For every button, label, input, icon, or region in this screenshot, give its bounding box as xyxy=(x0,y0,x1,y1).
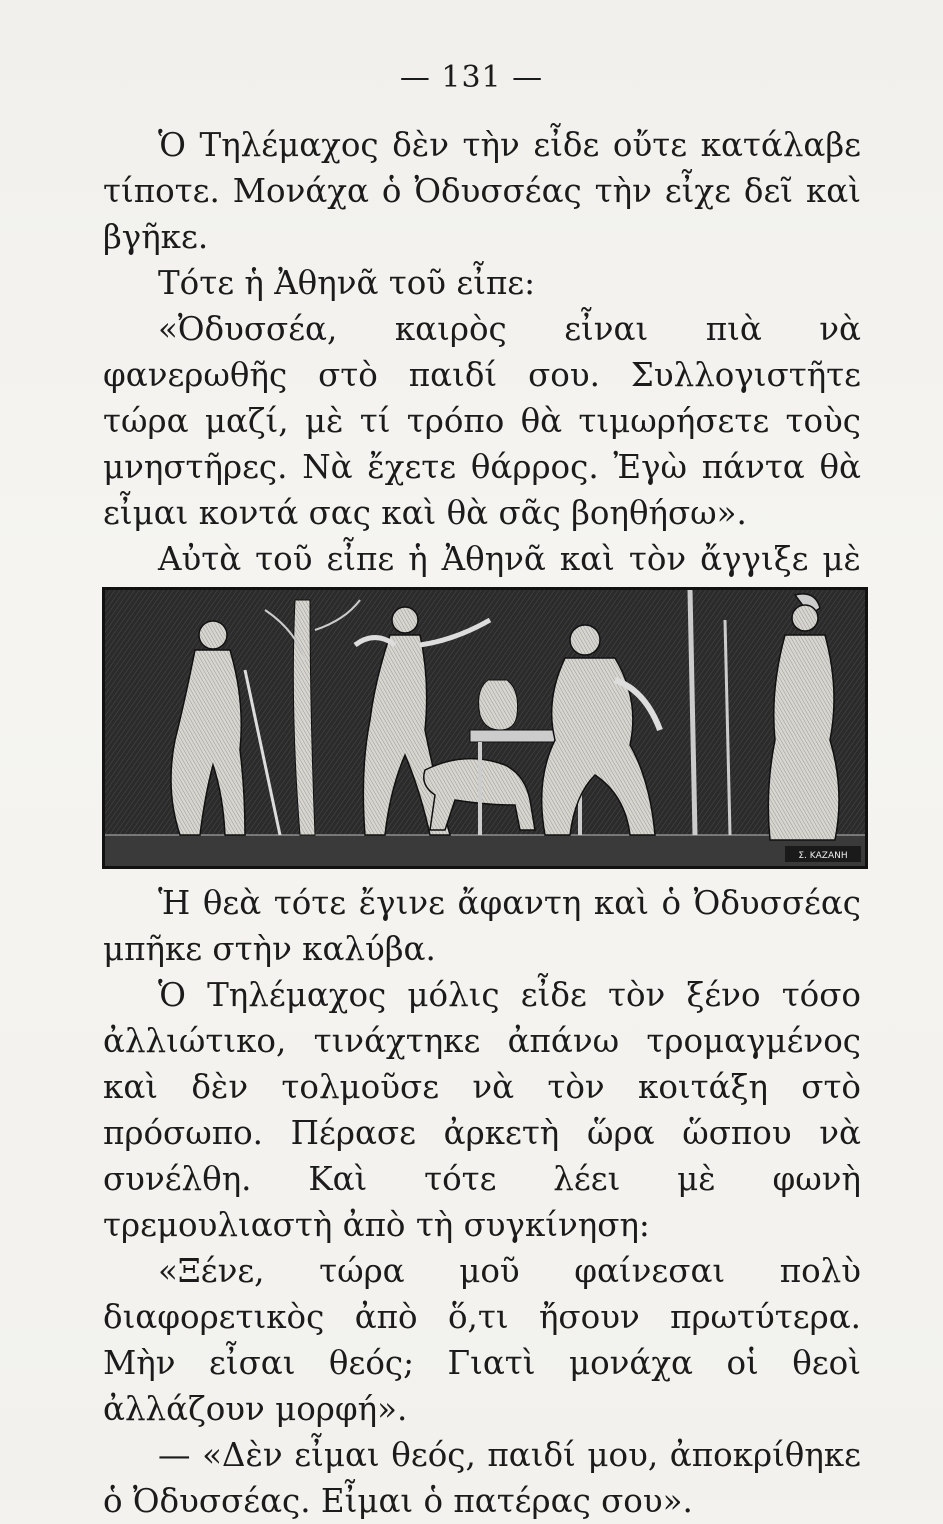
paragraph: «Ξένε, τώρα μοῦ φαίνεσαι πολὺ διαφορετικὸς ἀπὸ ὅ,τι ἤσουν πρωτύτερα. Μὴν εἶσαι θεός; Γιατὶ μονάχα οἱ θεοὶ ἀλλάζουν μορφή». xyxy=(103,1252,861,1428)
illustration-signature: Σ. ΚΑΖΑΝΗ xyxy=(798,851,848,861)
paragraph: «Ὀδυσσέα, καιρὸς εἶναι πιὰ νὰ φανερωθῆς στὸ παιδί σου. Συλλογιστῆτε τώρα μαζί, μὲ τί τρόπο θὰ τιμωρήσετε τοὺς μνηστῆρες. Νὰ ἔχετε θάρρος. Ἐγὼ πάντα θὰ εἶμαι κοντά σας καὶ θὰ σᾶς βοηθήσω». xyxy=(103,310,861,532)
paragraph: — «Δὲν εἶμαι θεός, παιδί μου, ἀποκρίθηκε ὁ Ὀδυσσέας. Εἶμαι ὁ πατέρας σου». xyxy=(103,1436,861,1520)
engraving-image xyxy=(105,590,865,866)
paragraph: Ὁ Τηλέμαχος δὲν τὴν εἶδε οὔτε κατάλαβε τίποτε. Μονάχα ὁ Ὀδυσσέας τὴν εἶχε δεῖ καὶ βγῆκε. xyxy=(103,126,861,256)
paragraph: Τότε ἡ Ἀθηνᾶ τοῦ εἶπε: xyxy=(158,264,536,302)
paragraph: Ὁ Τηλέμαχος μόλις εἶδε τὸν ξένο τόσο ἀλλιώτικο, τινάχτηκε ἀπάνω τρομαγμένος καὶ δὲν τολμοῦσε νὰ τὸν κοιτάξη στὸ πρόσωπο. Πέρασε ἀρκετὴ ὥρα ὥσπου νὰ συνέλθη. Καὶ τότε λέει μὲ φωνὴ τρεμουλιαστὴ ἀπὸ τὴ συγκίνηση: xyxy=(103,976,861,1244)
jar xyxy=(479,680,518,730)
text-block-bottom xyxy=(103,880,861,1524)
illustration-odysseus-athena xyxy=(102,587,868,869)
page-number: — 131 — xyxy=(399,60,544,95)
paragraph: Ἡ θεὰ τότε ἔγινε ἄφαντη καὶ ὁ Ὀδυσσέας μπῆκε στὴν καλύβα. xyxy=(103,884,861,968)
paragraph: Αὐτὰ τοῦ εἶπε ἡ Ἀθηνᾶ καὶ τὸν ἄγγιξε μὲ xyxy=(158,540,861,578)
